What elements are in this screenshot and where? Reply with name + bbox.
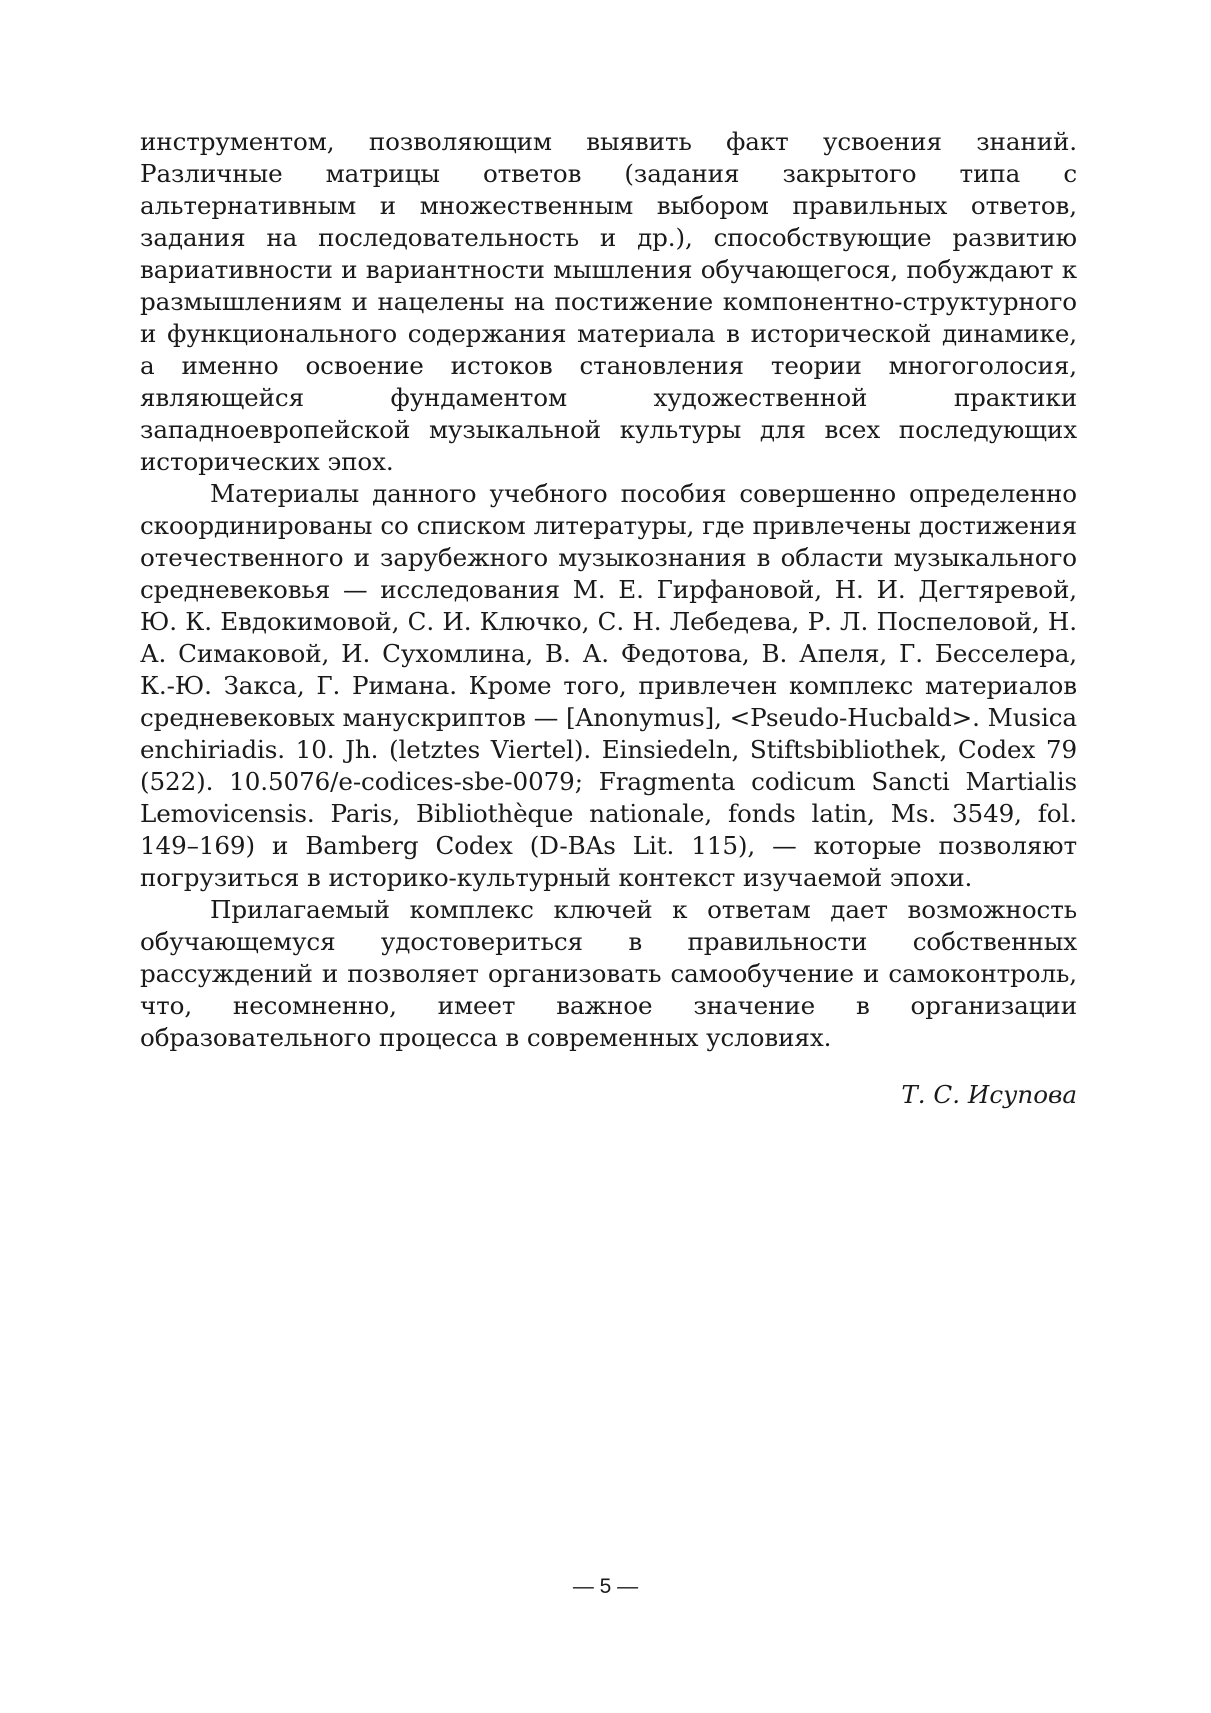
page-number: — 5 — — [572, 1575, 639, 1598]
page-body — [140, 126, 1077, 1111]
author-signature: Т. С. Исупова — [901, 1080, 1077, 1109]
paragraph-materials: Материалы данного учебного пособия совершенно определенно скоординированы со списком литературы, где привлечены достижения отечественного и зарубежного музыкознания в области музыкального средневековья — исследования М. Е. Гирфановой, Н. И. Дегтяревой, Ю. К. Евдокимовой, С. И. Ключко, С. Н. Лебедева, Р. Л. Поспеловой, Н. А. Симаковой, И. Сухомлина, В. А. Федотова, В. Апеля, Г. Бесселера, К.-Ю. Закса, Г. Римана. Кроме того, привлечен комплекс материалов средневековых манускриптов — [Anonymus], <Pseudo-Hucbald>. Musica enchiriadis. 10. Jh. (letztes Viertel). Einsiedeln, Stiftsbibliothek, Codex 79 (522). 10.5076/e-codices-sbe-0079; Fragmenta codicum Sancti Martialis Lemovicensis. Paris, Bibliothèque nationale, fonds latin, Ms. 3549, fol. 149–169) и Bamberg Codex (D-BAs Lit. 115), — которые позволяют погрузиться в историко-культурный контекст изучаемой эпохи. — [140, 479, 1077, 892]
paragraph-continuation: инструментом, позволяющим выявить факт усвоения знаний. Различные матрицы ответов (задания закрытого типа с альтернативным и множественным выбором правильных ответов, задания на последовательность и др.), способствующие развитию вариативности и вариантности мышления обучающегося, побуждают к размышлениям и нацелены на постижение компонентно-структурного и функционального содержания материала в исторической динамике, а именно освоение истоков становления теории многоголосия, являющейся фундаментом художественной практики западноевропейской музыкальной культуры для всех последующих исторических эпох. — [140, 127, 1077, 476]
paragraph-answer-keys: Прилагаемый комплекс ключей к ответам дает возможность обучающемуся удостовериться в правильности собственных рассуждений и позволяет организовать самообучение и самоконтроль, что, несомненно, имеет важное значение в организации образовательного процесса в современных условиях. — [140, 895, 1077, 1052]
